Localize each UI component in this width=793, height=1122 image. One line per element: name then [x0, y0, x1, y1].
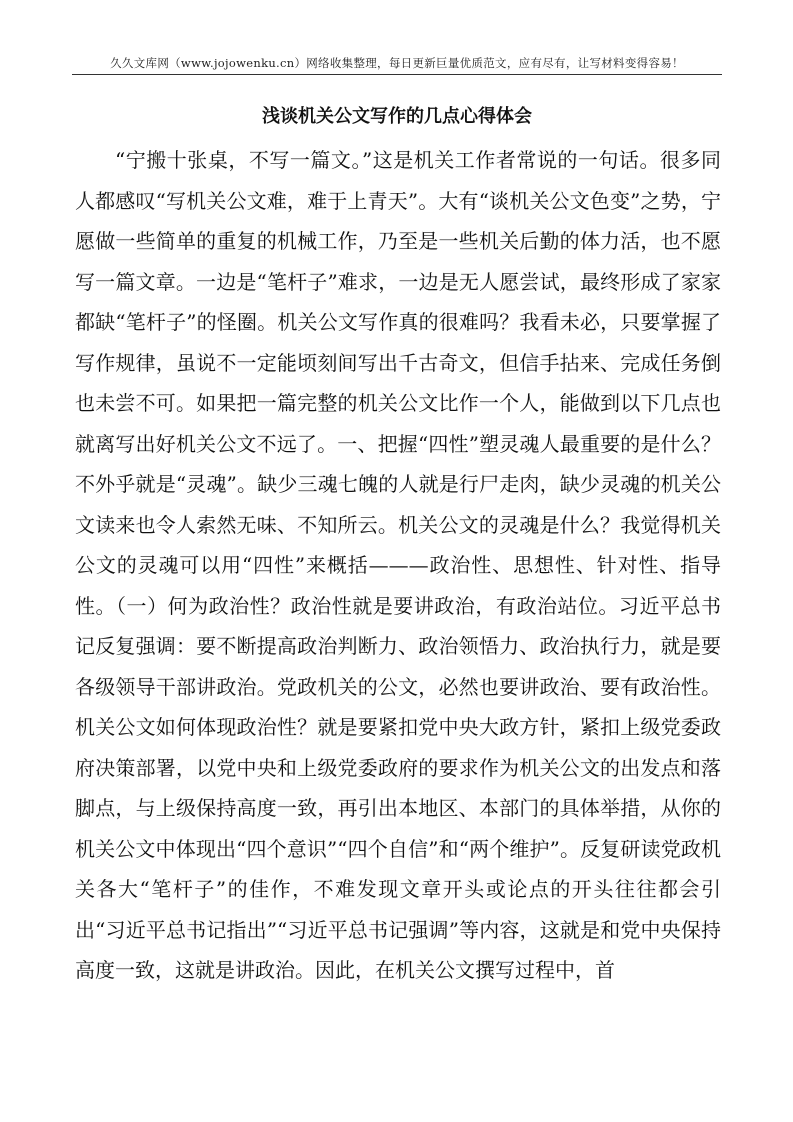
- document-title: 浅谈机关公文写作的几点心得体会: [262, 106, 532, 127]
- page-header: 久久文库网（www.jojowenku.cn）网络收集整理，每日更新巨量优质范文，应有尽有，让写材料变得容易！: [110, 56, 684, 70]
- header-divider: [72, 74, 722, 75]
- body-paragraph: “宁搬十张桌，不写一篇文。”这是机关工作者常说的一句话。很多同人都感叹“写机关公文难，难于上青天”。大有“谈机关公文色变”之势，宁愿做一些简单的重复的机械工作，乃至是一些机关后勤的体力活，也不愿写一篇文章。一边是“笔杆子”难求，一边是无人愿尝试，最终形成了家家都缺“笔杆子”的怪圈。机关公文写作真的很难吗？我看未必，只要掌握了写作规律，虽说不一定能顷刻间写出千古奇文，但信手拈来、完成任务倒也未尝不可。如果把一篇完整的机关公文比作一个人，能做到以下几点也就离写出好机关公文不远了。一、把握“四性”塑灵魂人最重要的是什么？不外乎就是“灵魂”。缺少三魂七魄的人就是行尸走肉，缺少灵魂的机关公文读来也令人索然无味、不知所云。机关公文的灵魂是什么？我觉得机关公文的灵魂可以用“四性”来概括———政治性、思想性、针对性、指导性。（一）何为政治性？政治性就是要讲政治，有政治站位。习近平总书记反复强调：要不断提高政治判断力、政治领悟力、政治执行力，就是要各级领导干部讲政治。党政机关的公文，必然也要讲政治、要有政治性。机关公文如何体现政治性？就是要紧扣党中央大政方针，紧扣上级党委政府决策部署，以党中央和上级党委政府的要求作为机关公文的出发点和落脚点，与上级保持高度一致，再引出本地区、本部门的具体举措，从你的机关公文中体现出“四个意识”“四个自信”和“两个维护”。反复研读党政机关各大“笔杆子”的佳作，不难发现文章开头或论点的开头往往都会引出“习近平总书记指出”“习近平总书记强调”等内容，这就是和党中央保持高度一致，这就是讲政治。因此，在机关公文撰写过程中，首: [75, 148, 721, 982]
